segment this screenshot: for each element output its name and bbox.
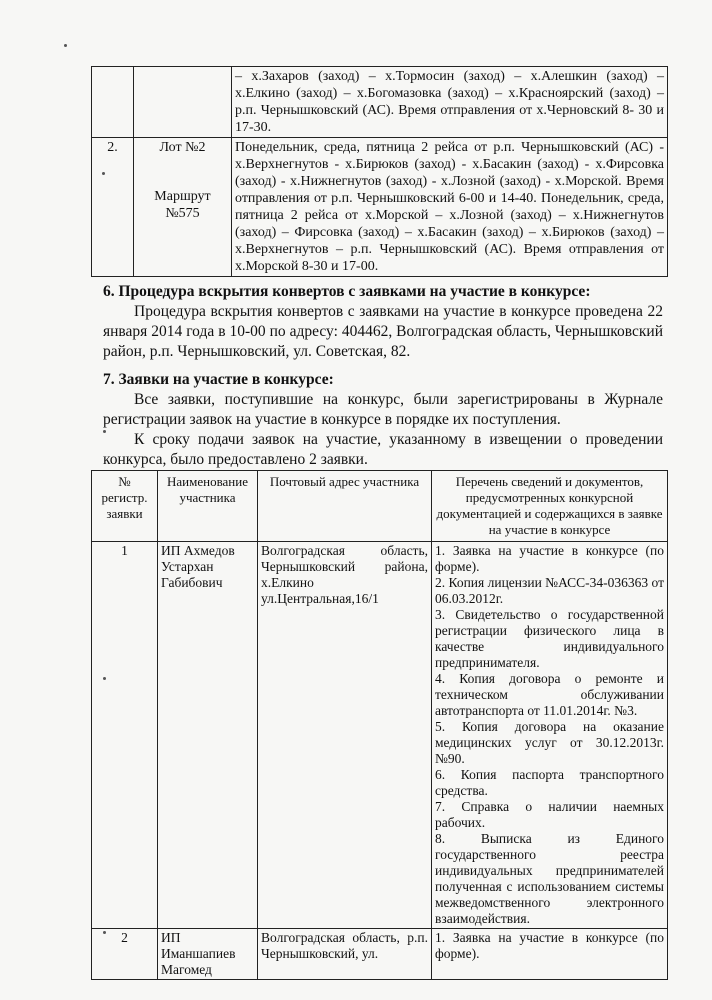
participant-name: ИП Ахмедов Устархан Габибович [158, 542, 258, 929]
scan-speck [103, 677, 106, 680]
lot-number: 2. [92, 138, 134, 277]
lots-table [91, 66, 668, 277]
table-cell [92, 67, 134, 138]
section-heading: 6. Процедура вскрытия конвертов с заявками на участие в конкурсе: [103, 283, 591, 300]
table-row [92, 67, 668, 138]
documents-list [432, 542, 668, 929]
applications-table [91, 470, 668, 980]
documents-list [432, 929, 668, 980]
section-6 [103, 282, 663, 362]
paragraph: К сроку подачи заявок на участие, указанному в извещении о проведении конкурса, было предоставлено 2 заявки. [103, 431, 663, 468]
table-cell [134, 67, 232, 138]
scan-speck [103, 430, 106, 433]
list-item: 5. Копия договора на оказание медицинских услуг от 30.12.2013г. №90. [435, 719, 664, 766]
lot-label: Лот №2 [159, 140, 206, 155]
list-item: 7. Справка о наличии наемных рабочих. [435, 799, 664, 830]
table-row [92, 138, 668, 277]
paragraph: Процедура вскрытия конвертов с заявками на участие в конкурсе проведена 22 января 2014 года в 10-00 по адресу: 404462, Волгоградская область, Чернышковский район, р.п. Чернышковский, ул. Советская, 82. [103, 303, 663, 360]
participant-address: Волгоградская область, р.п. Чернышковский, ул. [258, 929, 432, 980]
participant-name: ИП Иманшапиев Магомед [158, 929, 258, 980]
table-row [92, 542, 668, 929]
scan-speck [64, 44, 67, 47]
table-row [92, 929, 668, 980]
route-description: – х.Захаров (заход) – х.Тормосин (заход) – х.Алешкин (заход) – х.Елкино (заход) – х.Богомазовка (заход) – х.Красноярский (заход) – р.п. Чернышковский (АС). Время отправления от х.Черновский 8- 30 и 17-30. [232, 67, 668, 138]
scan-speck [103, 931, 106, 934]
paragraph: Все заявки, поступившие на конкурс, были зарегистрированы в Журнале регистрации заявок на участие в конкурсе в порядке их поступления. [103, 391, 663, 428]
route-number: №575 [165, 206, 200, 221]
column-header-address: Почтовый адрес участника [258, 471, 432, 542]
scan-speck [102, 172, 105, 175]
list-item: 8. Выписка из Единого государственного реестра индивидуальных предпринимателей полученная с использованием системы межведомственного электронного взаимодействия. [435, 831, 664, 926]
column-header-docs: Перечень сведений и документов, предусмотренных конкурсной документацией и содержащихся в заявке на участие в конкурсе [432, 471, 668, 542]
list-item: 4. Копия договора о ремонте и техническом обслуживании автотранспорта от 11.01.2014г. №3. [435, 671, 664, 718]
lot-cell [134, 138, 232, 277]
route-label: Маршрут [154, 189, 211, 204]
section-heading: 7. Заявки на участие в конкурсе: [103, 371, 334, 388]
list-item: 6. Копия паспорта транспортного средства. [435, 767, 664, 798]
table-header-row [92, 471, 668, 542]
list-item: 2. Копия лицензии №АСС-34-036363 от 06.03.2012г. [435, 575, 664, 606]
list-item: 3. Свидетельство о государственной регистрации физического лица в качестве индивидуального предпринимателя. [435, 607, 664, 670]
application-number: 1 [92, 542, 158, 929]
list-item: 1. Заявка на участие в конкурсе (по форме). [435, 543, 664, 574]
column-header-name: Наименование участника [158, 471, 258, 542]
column-header-num: № регистр. заявки [92, 471, 158, 542]
list-item: 1. Заявка на участие в конкурсе (по форме). [435, 930, 664, 961]
section-7 [103, 370, 663, 470]
participant-address: Волгоградская область, Чернышковский района, х.Елкино ул.Центральная,16/1 [258, 542, 432, 929]
application-number: 2 [92, 929, 158, 980]
route-description: Понедельник, среда, пятница 2 рейса от р.п. Чернышковский (АС) - х.Верхнегнутов - х.Бирюков (заход) - х.Басакин (заход) - х.Фирсовка (заход) - х.Нижнегнутов (заход) - х.Лозной (заход) - х.Морской. Время отправления от р.п. Чернышковский 6-00 и 14-40. Понедельник, среда, пятница 2 рейса от х.Морской – х.Лозной (заход) – х.Нижнегнутов (заход) – Фирсовка (заход) – х.Басакин (заход) – х.Бирюков (заход) – х.Верхнегнутов – р.п. Чернышковский (АС). Время отправления от х.Морской 8-30 и 17-00. [232, 138, 668, 277]
